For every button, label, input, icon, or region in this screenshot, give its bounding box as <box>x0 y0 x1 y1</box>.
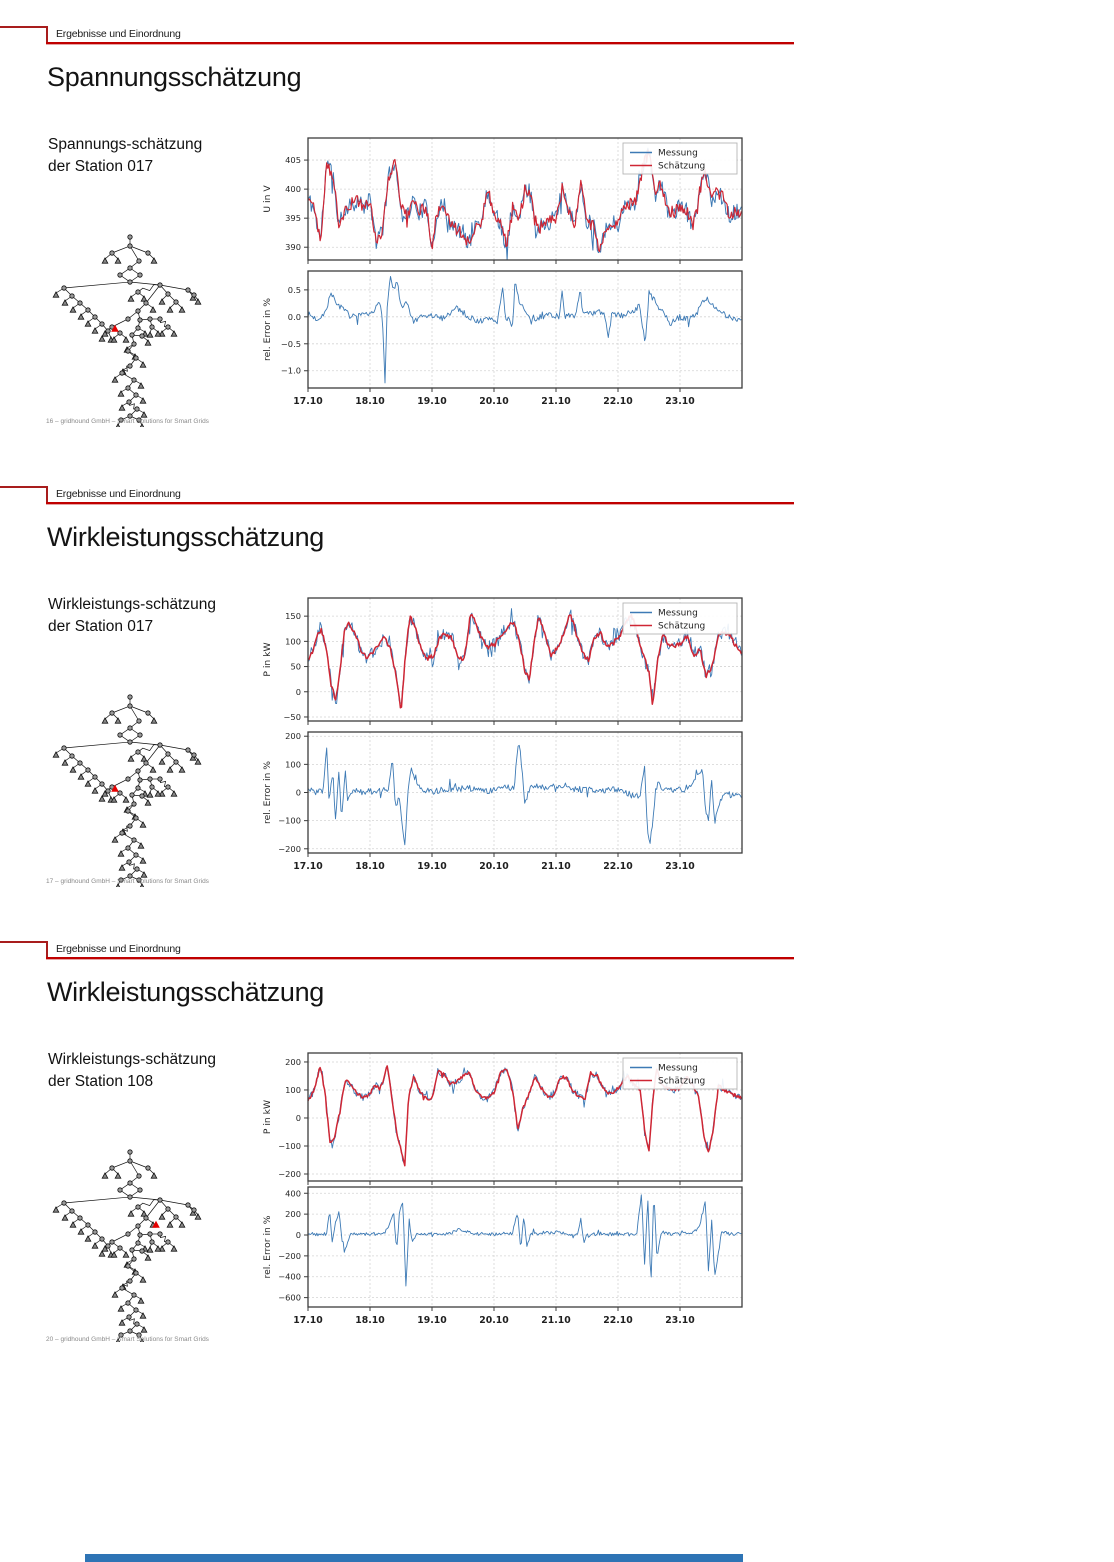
y-tick-label: 100 <box>285 636 301 647</box>
slide-title: Wirkleistungsschätzung <box>47 522 325 552</box>
section-header: Ergebnisse und Einordnung <box>56 28 181 40</box>
y-tick-label: −400 <box>278 1271 301 1282</box>
legend <box>623 1058 737 1089</box>
y-tick-label: −100 <box>278 1140 301 1151</box>
network-station-nodes <box>62 695 196 882</box>
y-tick-label: 100 <box>285 1084 301 1095</box>
y-tick-label: 200 <box>285 731 301 742</box>
legend-label: Messung <box>658 1063 698 1074</box>
legend-label: Schätzung <box>658 1076 706 1087</box>
x-tick-label: 23.10 <box>665 396 695 407</box>
y-tick-label: 0.5 <box>287 284 301 295</box>
x-tick-label: 21.10 <box>541 396 571 407</box>
subtitle-line-1: Wirkleistungs-schätzung <box>48 596 216 613</box>
network-edges <box>64 1152 194 1335</box>
y-tick-label: 200 <box>285 1209 301 1220</box>
figure-svg <box>250 596 750 881</box>
slide-wirkleistung-108 <box>0 915 1114 1562</box>
grid-network-diagram <box>42 1146 207 1342</box>
y-tick-label: 50 <box>290 661 301 672</box>
subtitle-line-2: der Station 108 <box>48 1073 154 1090</box>
section-header: Ergebnisse und Einordnung <box>56 943 181 955</box>
figure-svg <box>250 1051 750 1335</box>
error-axes <box>262 1187 742 1326</box>
y-tick-label: 400 <box>285 1188 301 1199</box>
x-tick-label: 17.10 <box>293 861 323 872</box>
y-tick-label: −100 <box>278 815 301 826</box>
y-axis-label: U in V <box>262 185 273 213</box>
subtitle-line-2: der Station 017 <box>48 618 154 635</box>
y-tick-label: −200 <box>278 1168 301 1179</box>
y-tick-label: 0 <box>295 1112 301 1123</box>
y-tick-label: −200 <box>278 843 301 854</box>
legend-label: Messung <box>658 148 698 159</box>
y-tick-label: 0 <box>295 686 301 697</box>
y-tick-label: −600 <box>278 1292 301 1303</box>
y-tick-label: 0 <box>295 1230 301 1240</box>
header-rule-underline <box>46 957 794 960</box>
slide-wirkleistung-017 <box>0 460 1114 915</box>
y-axis-label: P in kW <box>262 642 273 677</box>
section-header: Ergebnisse und Einordnung <box>56 488 181 500</box>
network-station-nodes <box>62 1150 196 1337</box>
slide-subtitle <box>48 594 216 638</box>
y-tick-label: 100 <box>285 759 301 770</box>
x-tick-label: 18.10 <box>355 1315 385 1326</box>
footer-caption: 20 – gridhound GmbH – Smart Solutions for Smart Grids <box>46 1336 209 1343</box>
y-tick-label: 0.0 <box>287 311 301 322</box>
y-tick-label: 395 <box>285 213 301 224</box>
figure-svg <box>250 136 750 416</box>
network-edges <box>64 237 194 420</box>
y-axis-label: P in kW <box>262 1099 273 1135</box>
x-tick-label: 20.10 <box>479 396 509 407</box>
slide-title: Wirkleistungsschätzung <box>47 977 325 1007</box>
header-rule-underline <box>46 502 794 505</box>
x-tick-label: 22.10 <box>603 1315 633 1326</box>
subtitle-line-2: der Station 017 <box>48 158 154 175</box>
network-station-nodes <box>62 235 196 422</box>
network-edges <box>64 697 194 880</box>
upper-axes <box>262 138 742 264</box>
x-tick-label: 19.10 <box>417 396 447 407</box>
error-axes <box>262 731 742 872</box>
legend <box>623 603 737 634</box>
y-tick-label: 405 <box>285 155 301 166</box>
subtitle-line-1: Spannungs-schätzung <box>48 136 203 153</box>
power-estimation-figure <box>250 596 750 886</box>
upper-axes <box>262 598 742 725</box>
x-tick-label: 23.10 <box>665 1315 695 1326</box>
x-tick-label: 17.10 <box>293 1315 323 1326</box>
y-tick-label: −0.5 <box>280 338 301 349</box>
subtitle-line-1: Wirkleistungs-schätzung <box>48 1051 216 1068</box>
header-rule-left <box>0 26 47 28</box>
power-estimation-figure <box>250 1051 750 1340</box>
header-rule-left <box>0 486 47 488</box>
network-svg <box>42 691 207 887</box>
y-tick-label: 150 <box>285 611 301 622</box>
slide-subtitle <box>48 1049 216 1093</box>
header-rule-left <box>0 941 47 943</box>
x-tick-label: 20.10 <box>479 1315 509 1326</box>
footer-caption: 16 – gridhound GmbH – Smart Solutions for Smart Grids <box>46 418 209 425</box>
error-axes <box>262 271 742 407</box>
y-axis-label: rel. Error in % <box>262 1215 273 1279</box>
x-tick-label: 23.10 <box>665 861 695 872</box>
x-tick-label: 22.10 <box>603 861 633 872</box>
grid-network-diagram <box>42 231 207 427</box>
legend-label: Schätzung <box>658 621 706 632</box>
y-tick-label: −200 <box>278 1250 301 1261</box>
y-axis-label: rel. Error in % <box>262 761 273 824</box>
footer-caption: 17 – gridhound GmbH – Smart Solutions for Smart Grids <box>46 878 209 885</box>
y-tick-label: 200 <box>285 1056 301 1067</box>
legend-label: Schätzung <box>658 161 706 172</box>
y-tick-label: 0 <box>295 787 301 798</box>
y-tick-label: 400 <box>285 184 301 195</box>
header-rule-underline <box>46 42 794 45</box>
x-tick-label: 18.10 <box>355 396 385 407</box>
x-tick-label: 20.10 <box>479 861 509 872</box>
x-tick-label: 22.10 <box>603 396 633 407</box>
legend-label: Messung <box>658 608 698 619</box>
x-tick-label: 21.10 <box>541 1315 571 1326</box>
x-tick-label: 17.10 <box>293 396 323 407</box>
next-slide-edge-bar <box>85 1554 743 1562</box>
x-tick-label: 21.10 <box>541 861 571 872</box>
network-svg <box>42 231 207 427</box>
slide-spannungsschaetzung <box>0 0 1114 460</box>
x-tick-label: 18.10 <box>355 861 385 872</box>
voltage-estimation-figure <box>250 136 750 421</box>
x-tick-label: 19.10 <box>417 1315 447 1326</box>
legend <box>623 143 737 174</box>
y-tick-label: −50 <box>283 711 301 722</box>
upper-axes <box>262 1053 742 1185</box>
y-tick-label: 390 <box>285 242 301 253</box>
slide-title: Spannungsschätzung <box>47 62 302 92</box>
network-svg <box>42 1146 207 1342</box>
y-axis-label: rel. Error in % <box>262 298 273 361</box>
y-tick-label: −1.0 <box>280 365 301 376</box>
grid-network-diagram <box>42 691 207 887</box>
x-tick-label: 19.10 <box>417 861 447 872</box>
slide-subtitle <box>48 134 202 178</box>
